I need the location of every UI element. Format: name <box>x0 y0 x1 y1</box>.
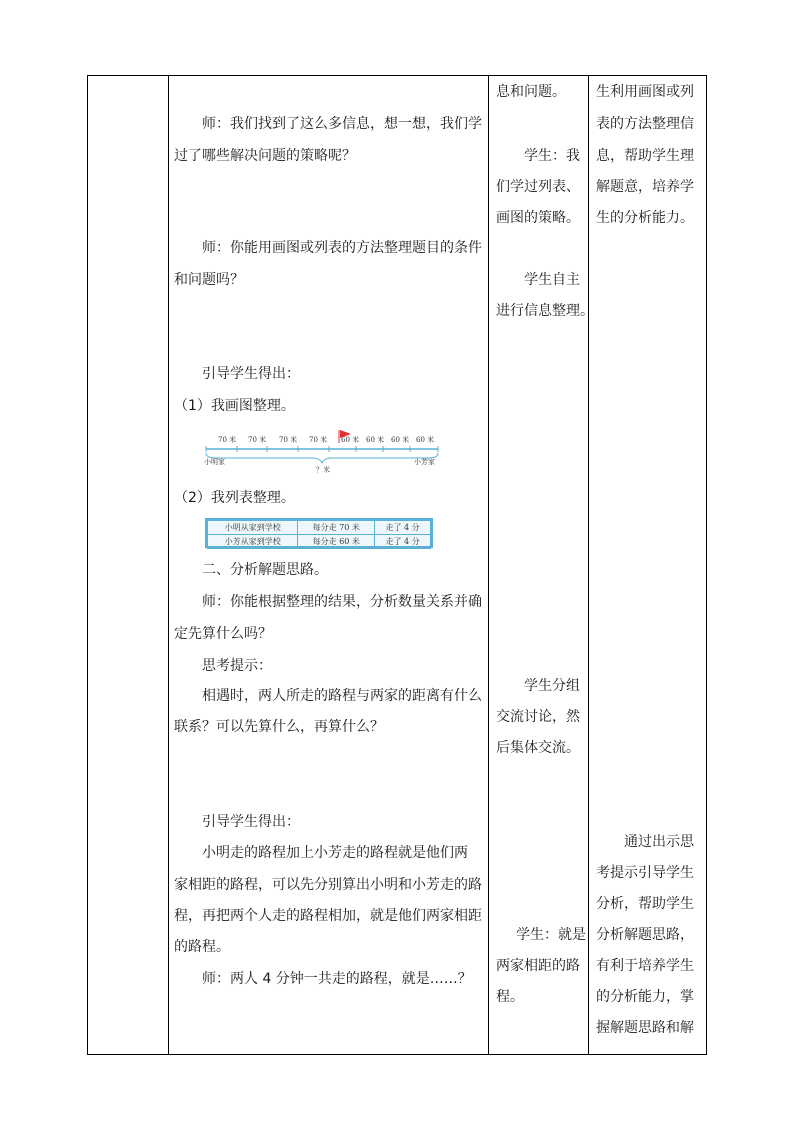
segment-label-left-3: 70 米 <box>279 436 298 444</box>
student-text: 画图的策略。 <box>496 210 580 226</box>
table-cell: 小芳从家到学校 <box>208 535 298 549</box>
section-heading: 二、分析解题思路。 <box>202 562 328 578</box>
guide-heading: 引导学生得出： <box>202 366 300 382</box>
intent-text: 握解题思路和解 <box>596 1020 694 1036</box>
segment-label-left-1: 70 米 <box>218 436 237 444</box>
teacher-question-organize-cont: 和问题吗？ <box>174 272 244 288</box>
info-table <box>205 518 433 548</box>
line-segment-diagram <box>204 429 440 475</box>
intent-text: 息，帮助学生理 <box>596 148 694 164</box>
student-text: 程。 <box>496 989 524 1005</box>
column-divider <box>588 76 589 1054</box>
intent-text: 分析解题思路， <box>596 927 694 943</box>
table-cell: 小明从家到学校 <box>208 521 298 535</box>
segment-label-right-2: 60 米 <box>366 436 385 444</box>
total-brace <box>206 453 438 463</box>
teacher-question-total: 师：两人 4 分钟一共走的路程，就是……？ <box>202 971 472 987</box>
student-text: 们学过列表、 <box>496 179 580 195</box>
unknown-distance-label: ？米 <box>316 466 330 474</box>
lesson-plan-table <box>87 75 707 1055</box>
intent-text: 的分析能力，掌 <box>596 989 694 1005</box>
table-row <box>208 535 431 549</box>
segment-label-right-3: 60 米 <box>391 436 410 444</box>
intent-text: 通过出示思 <box>624 834 694 850</box>
student-text: 学生自主 <box>524 272 580 288</box>
teacher-question-analyze: 师：你能根据整理的结果，分析数量关系并确 <box>202 594 482 610</box>
guide-heading-2: 引导学生得出： <box>202 814 300 830</box>
hint-text-cont: 联系？可以先算什么，再算什么？ <box>174 719 384 735</box>
segment-label-right-1: 60 米 <box>341 436 360 444</box>
teacher-question-strategy: 师：我们找到了这么多信息，想一想，我们学 <box>202 116 482 132</box>
segment-label-left-4: 70 米 <box>309 436 328 444</box>
teacher-question-strategy-cont: 过了哪些解决问题的策略呢？ <box>174 148 356 164</box>
conclusion-text-2: 家相距的路程，可以先分别算出小明和小芳走的路 <box>174 877 482 893</box>
intent-text: 生的分析能力。 <box>596 210 694 226</box>
student-text: 交流讨论，然 <box>496 709 580 725</box>
table-cell: 每分走 60 米 <box>298 535 375 549</box>
table-cell: 走了 4 分 <box>375 535 431 549</box>
intent-text: 分析，帮助学生 <box>596 896 694 912</box>
intent-text: 生利用画图或列 <box>596 84 694 100</box>
xiaoming-home-label: 小明家 <box>204 458 225 466</box>
hint-text: 相遇时，两人所走的路程与两家的距离有什么 <box>202 688 482 704</box>
table-cell: 每分走 70 米 <box>298 521 375 535</box>
intent-text: 表的方法整理信 <box>596 116 694 132</box>
segment-label-left-2: 70 米 <box>248 436 267 444</box>
segment-label-right-4: 60 米 <box>416 436 435 444</box>
table-row <box>208 521 431 535</box>
diagram-caption: （1）我画图整理。 <box>174 398 295 414</box>
student-text: 学生：我 <box>524 148 580 164</box>
teacher-question-analyze-cont: 定先算什么吗？ <box>174 626 272 642</box>
student-text: 学生：就是 <box>516 927 586 943</box>
student-text: 息和问题。 <box>496 84 566 100</box>
conclusion-text: 小明走的路程加上小芳走的路程就是他们两 <box>202 845 468 861</box>
teacher-question-organize: 师：你能用画图或列表的方法整理题目的条件 <box>202 240 482 256</box>
student-text: 学生分组 <box>524 678 580 694</box>
xiaofang-home-label: 小芳家 <box>414 458 435 466</box>
hint-heading: 思考提示： <box>202 658 272 674</box>
intent-text: 考提示引导学生 <box>596 865 694 881</box>
column-divider <box>168 76 169 1054</box>
column-divider <box>488 76 489 1054</box>
table-caption: （2）我列表整理。 <box>174 490 295 506</box>
conclusion-text-4: 的路程。 <box>174 939 230 955</box>
conclusion-text-3: 程，再把两个人走的路程相加，就是他们两家相距 <box>174 908 482 924</box>
table-cell: 走了 4 分 <box>375 521 431 535</box>
student-text: 两家相距的路 <box>496 958 580 974</box>
intent-text: 有利于培养学生 <box>596 958 694 974</box>
student-text: 进行信息整理。 <box>496 303 594 319</box>
intent-text: 解题意，培养学 <box>596 179 694 195</box>
student-text: 后集体交流。 <box>496 740 580 756</box>
